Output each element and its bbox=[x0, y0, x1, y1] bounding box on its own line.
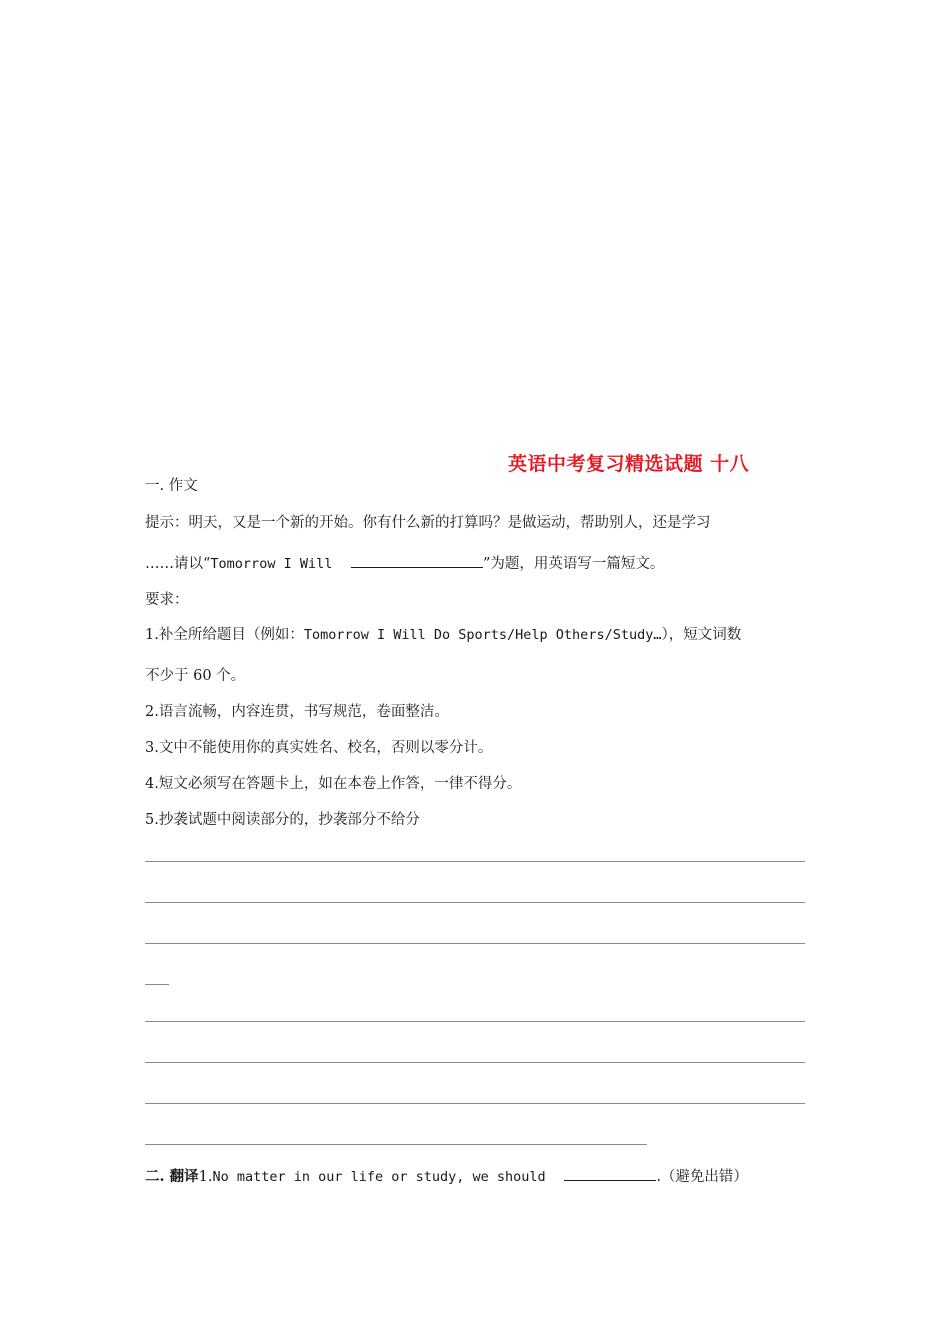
section-heading-translation: 二. 翻译 bbox=[145, 1168, 199, 1185]
question-period: . bbox=[656, 1169, 661, 1185]
question-sentence: No matter in our life or study, we should bbox=[212, 1169, 546, 1185]
translation-question-1 bbox=[145, 1166, 748, 1187]
prompt-line-1: 提示：明天，又是一个新的开始。你有什么新的打算吗？是做运动，帮助别人，还是学习 bbox=[145, 515, 711, 531]
requirement-3: 3.文中不能使用你的真实姓名、校名，否则以零分计。 bbox=[145, 740, 493, 756]
answer-line[interactable] bbox=[145, 861, 805, 862]
requirement-1-continued: 不少于 60 个。 bbox=[145, 668, 246, 684]
answer-line[interactable] bbox=[145, 1062, 805, 1063]
requirement-4: 4.短文必须写在答题卡上，如在本卷上作答，一律不得分。 bbox=[145, 776, 522, 792]
requirement-5: 5.抄袭试题中阅读部分的，抄袭部分不给分 bbox=[145, 812, 420, 828]
question-hint: （避免出错） bbox=[660, 1169, 748, 1185]
answer-line[interactable] bbox=[145, 943, 805, 944]
section-heading-composition: 一. 作文 bbox=[145, 478, 198, 494]
prompt-line-2 bbox=[145, 553, 664, 574]
prompt-title-fragment: Tomorrow I Will bbox=[210, 556, 333, 572]
prompt-line-2-prefix: ……请以“ bbox=[145, 556, 211, 572]
answer-line[interactable] bbox=[145, 902, 805, 903]
question-number: 1. bbox=[198, 1169, 213, 1185]
page-title: 英语中考复习精选试题 十八 bbox=[508, 453, 750, 475]
translation-blank[interactable] bbox=[564, 1166, 656, 1181]
title-blank[interactable] bbox=[351, 553, 483, 568]
requirement-1-prefix: 1.补全所给题目（例如： bbox=[145, 627, 304, 643]
answer-line-last[interactable] bbox=[145, 1144, 647, 1145]
requirement-1 bbox=[145, 625, 741, 645]
answer-line[interactable] bbox=[145, 1103, 805, 1104]
requirement-2: 2.语言流畅，内容连贯，书写规范，卷面整洁。 bbox=[145, 704, 449, 720]
requirement-1-suffix: ），短文词数 bbox=[661, 627, 742, 643]
answer-line-short[interactable] bbox=[145, 984, 169, 985]
answer-line[interactable] bbox=[145, 1021, 805, 1022]
requirement-1-example: Tomorrow I Will Do Sports/Help Others/Study… bbox=[303, 627, 662, 643]
requirements-heading: 要求： bbox=[145, 592, 189, 608]
prompt-line-2-suffix: ”为题，用英语写一篇短文。 bbox=[482, 556, 665, 572]
